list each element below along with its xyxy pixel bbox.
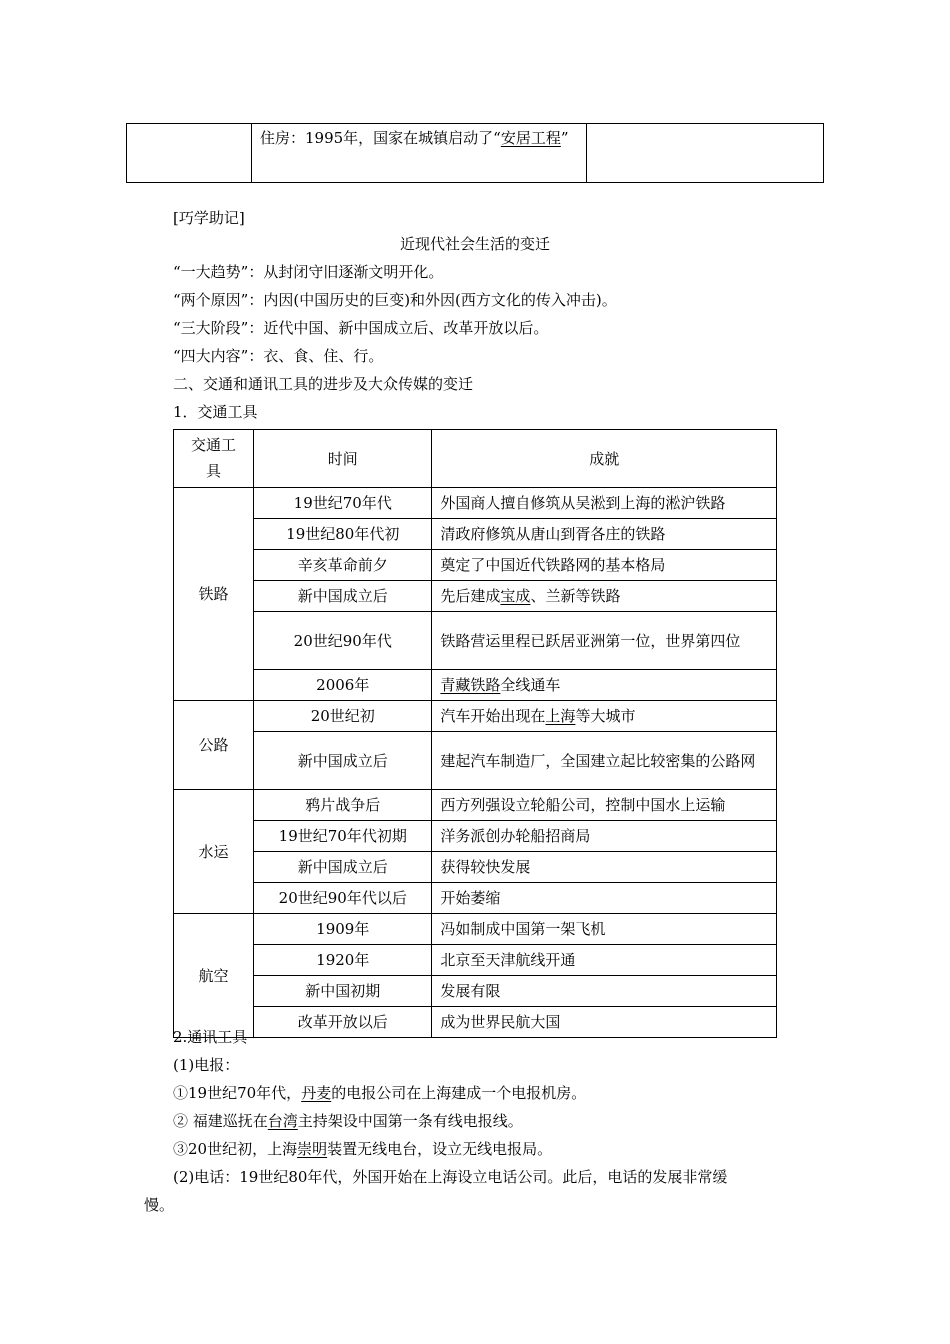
memo-title: 近现代社会生活的变迁: [399, 235, 550, 253]
memo-line-4: “四大内容”：衣、食、住、行。: [173, 347, 384, 365]
achievement-text: 发展有限: [440, 982, 501, 1000]
table-row: [174, 976, 777, 1007]
telephone-line-2: 慢。: [144, 1196, 175, 1214]
achievement-text: 建起汽车制造厂，全国建立起比较密集的公路网: [440, 751, 756, 770]
achievement-cell: [432, 519, 777, 550]
header-achievement: 成就: [432, 430, 777, 488]
time-cell: 改革开放以后: [254, 1007, 432, 1038]
table-row: [174, 821, 777, 852]
t1-post: 的电报公司在上海建成一个电报机房。: [331, 1084, 587, 1102]
table-row: [174, 550, 777, 581]
achievement-text: 洋务派创办轮船招商局: [440, 827, 591, 845]
transport-table: [173, 429, 777, 1038]
achievement-term: 上海: [545, 707, 576, 725]
time-cell: 新中国成立后: [254, 581, 432, 612]
transport-category: 公路: [174, 701, 254, 790]
achievement-cell: [432, 945, 777, 976]
achievement-cell: [432, 488, 777, 519]
time-cell: 19世纪80年代初: [254, 519, 432, 550]
table-row: [174, 701, 777, 732]
achievement-text: 汽车开始出现在: [440, 707, 546, 725]
achievement-text: 、兰新等铁路: [530, 587, 621, 605]
table-row: [174, 581, 777, 612]
time-cell: 1909年: [254, 914, 432, 945]
transport-table-body: [174, 488, 777, 1038]
achievement-cell: [432, 581, 777, 612]
achievement-cell: [432, 1007, 777, 1038]
achievement-cell: [432, 701, 777, 732]
time-cell: 新中国成立后: [254, 852, 432, 883]
telegraph-item-2: [173, 1109, 523, 1133]
time-cell: 1920年: [254, 945, 432, 976]
achievement-text: 铁路营运里程已跃居亚洲第一位，世界第四位: [440, 631, 741, 650]
achievement-cell: [432, 852, 777, 883]
time-cell: 20世纪90年代: [254, 612, 432, 670]
achievement-cell: [432, 670, 777, 701]
time-cell: 辛亥革命前夕: [254, 550, 432, 581]
achievement-text: 奠定了中国近代铁路网的基本格局: [440, 556, 666, 574]
achievement-cell: [432, 790, 777, 821]
memo-line-2: “两个原因”：内因(中国历史的巨变)和外因(西方文化的传入冲击)。: [173, 291, 617, 309]
achievement-text: 获得较快发展: [440, 858, 531, 876]
table-header-row: [174, 430, 777, 488]
header-transport: [174, 430, 254, 488]
header-time: 时间: [254, 430, 432, 488]
memo-line-1: “一大趋势”：从封闭守旧逐渐文明开化。: [173, 263, 444, 281]
table-row: [174, 883, 777, 914]
achievement-text: 全线通车: [500, 676, 561, 694]
housing-text: 住房：1995年，国家在城镇启动了“: [260, 129, 501, 147]
achievement-text: 等大城市: [575, 707, 636, 725]
table-row: [174, 1007, 777, 1038]
telegraph-item-3: [173, 1137, 552, 1161]
achievement-term: 宝成: [500, 587, 531, 605]
time-cell: 新中国初期: [254, 976, 432, 1007]
subsection-comm: 2.通讯工具: [173, 1028, 248, 1046]
transport-category: 航空: [174, 914, 254, 1038]
achievement-text: 开始萎缩: [440, 889, 501, 907]
section-heading: 二、交通和通讯工具的进步及大众传媒的变迁: [173, 375, 474, 393]
time-cell: 2006年: [254, 670, 432, 701]
telephone-line-1: (2)电话：19世纪80年代，外国开始在上海设立电话公司。此后，电话的发展非常缓: [173, 1168, 728, 1186]
telegraph-heading: (1)电报：: [173, 1056, 240, 1074]
housing-term: 安居工程: [500, 129, 561, 147]
table-row: [174, 612, 777, 670]
achievement-text: 外国商人擅自修筑从吴淞到上海的淞沪铁路: [440, 494, 726, 512]
t2-term: 台湾: [267, 1112, 298, 1130]
table-row: [174, 945, 777, 976]
time-cell: 19世纪70年代: [254, 488, 432, 519]
table-row: [174, 914, 777, 945]
table-row: [174, 670, 777, 701]
memo-line-3: “三大阶段”：近代中国、新中国成立后、改革开放以后。: [173, 319, 549, 337]
time-cell: 19世纪70年代初期: [254, 821, 432, 852]
achievement-text: 北京至天津航线开通: [440, 951, 576, 969]
housing-text-end: ”: [560, 129, 569, 147]
achievement-term: 青藏铁路: [440, 676, 501, 694]
table-row: [174, 732, 777, 790]
time-cell: 20世纪90年代以后: [254, 883, 432, 914]
achievement-cell: [432, 612, 777, 670]
table-row: [174, 790, 777, 821]
t1-term: 丹麦: [301, 1084, 332, 1102]
t2-post: 主持架设中国第一条有线电报线。: [297, 1112, 523, 1130]
transport-category: 水运: [174, 790, 254, 914]
time-cell: 20世纪初: [254, 701, 432, 732]
top-table: [126, 123, 824, 183]
t3-term: 崇明: [297, 1140, 328, 1158]
subsection-transport: 1．交通工具: [173, 403, 258, 421]
top-cell-3: [587, 124, 824, 183]
t1-pre: ①19世纪70年代，: [173, 1084, 302, 1102]
achievement-text: 成为世界民航大国: [440, 1013, 561, 1031]
achievement-text: 冯如制成中国第一架飞机: [440, 920, 606, 938]
telegraph-item-1: [173, 1081, 586, 1105]
top-cell-2: [252, 124, 587, 183]
achievement-cell: [432, 883, 777, 914]
achievement-text: 清政府修筑从唐山到胥各庄的铁路: [440, 525, 666, 543]
achievement-text: 先后建成: [440, 587, 501, 605]
header-transport-text: 交通工具: [191, 436, 237, 480]
achievement-cell: [432, 550, 777, 581]
t2-pre: ② 福建巡抚在: [173, 1112, 268, 1130]
achievement-cell: [432, 914, 777, 945]
table-row: [174, 519, 777, 550]
achievement-cell: [432, 976, 777, 1007]
top-cell-1: [127, 124, 252, 183]
table-row: [174, 488, 777, 519]
table-row: [174, 852, 777, 883]
achievement-text: 西方列强设立轮船公司，控制中国水上运输: [440, 796, 726, 814]
t3-post: 装置无线电台，设立无线电报局。: [327, 1140, 553, 1158]
time-cell: 新中国成立后: [254, 732, 432, 790]
memo-label: [巧学助记]: [173, 209, 245, 227]
time-cell: 鸦片战争后: [254, 790, 432, 821]
t3-pre: ③20世纪初，上海: [173, 1140, 298, 1158]
achievement-cell: [432, 821, 777, 852]
transport-category: 铁路: [174, 488, 254, 701]
achievement-cell: [432, 732, 777, 790]
table-row: [127, 124, 824, 183]
